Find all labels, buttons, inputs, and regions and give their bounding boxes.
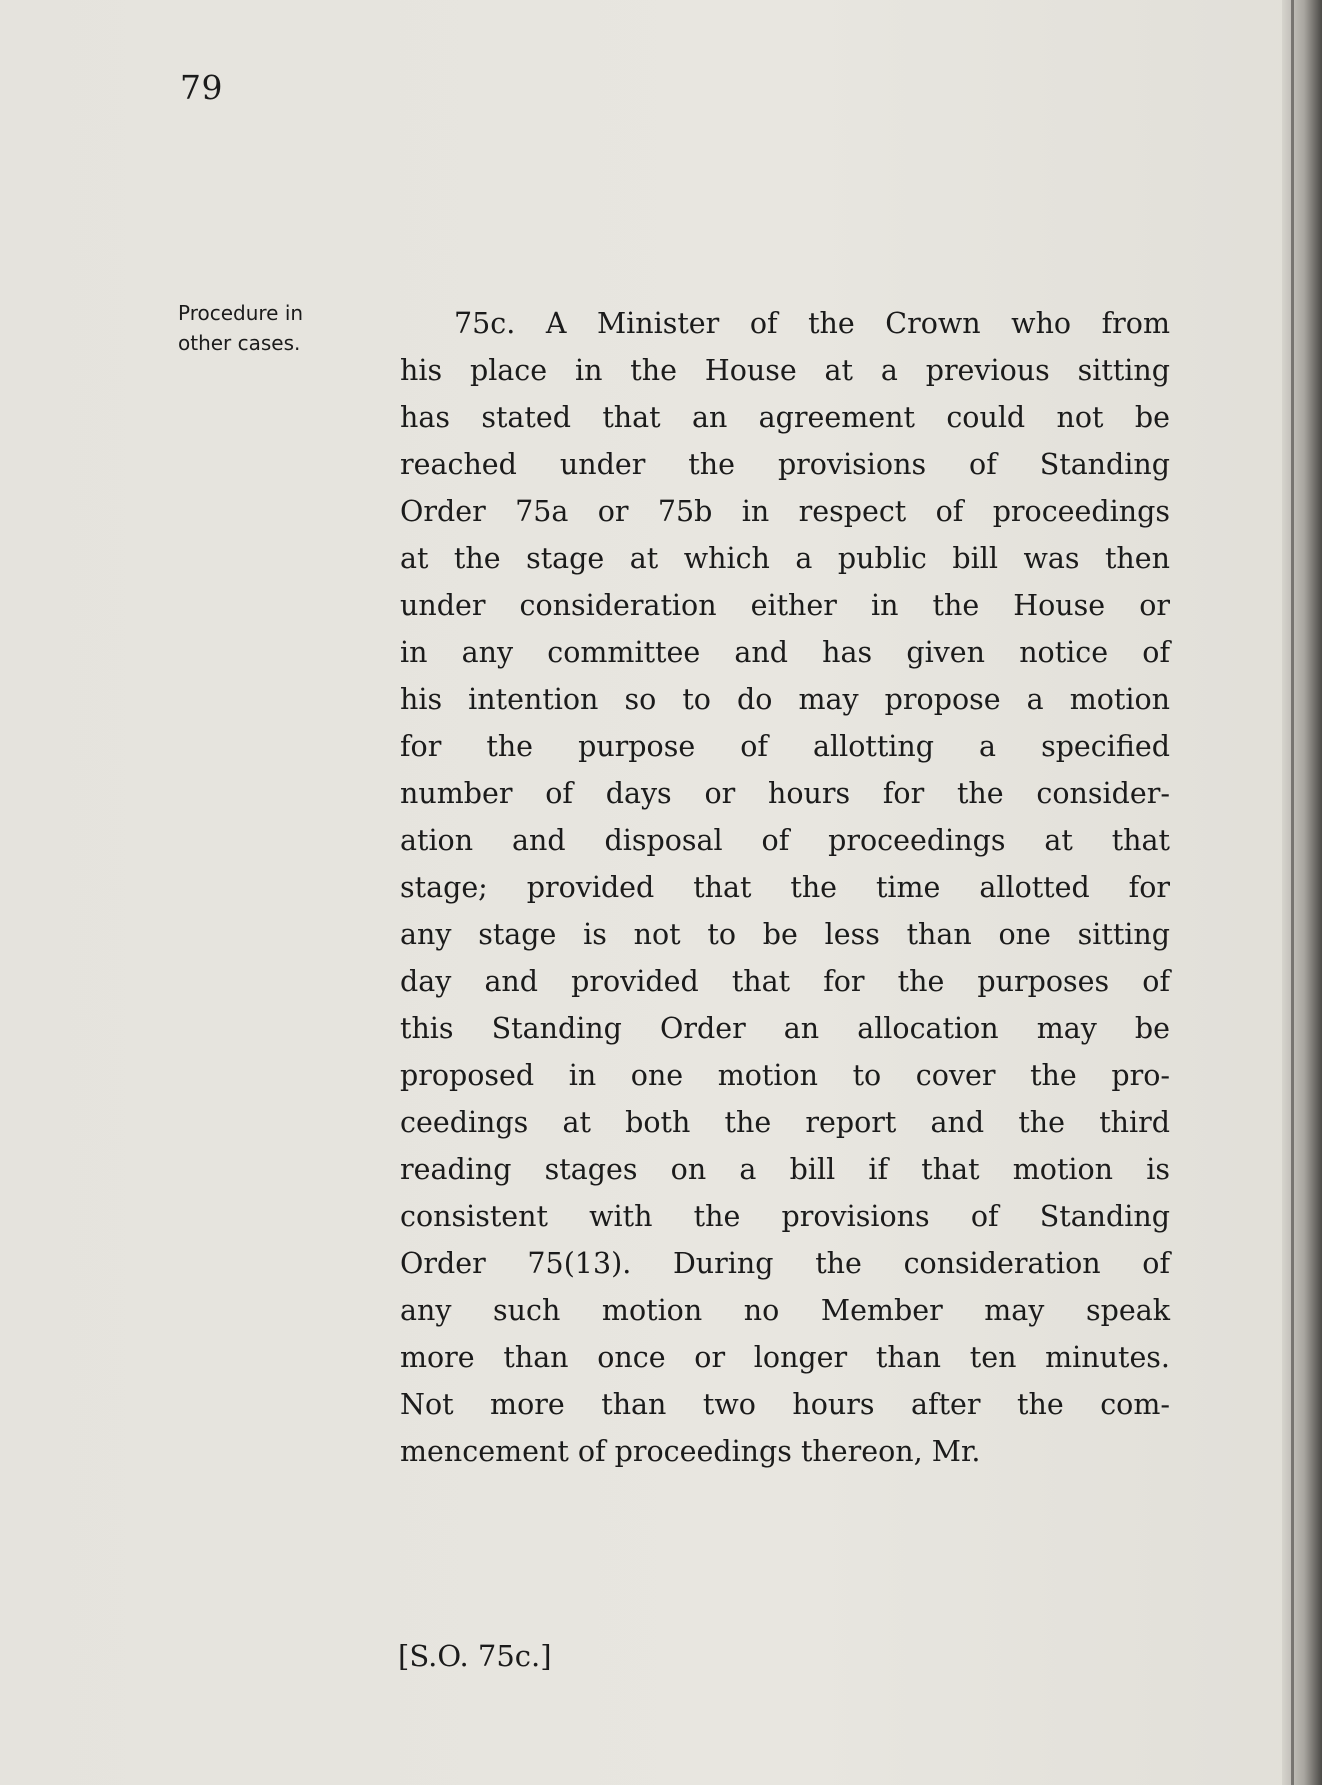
body-line: this Standing Order an allocation may be: [400, 1012, 1170, 1045]
margin-note-line: other cases.: [178, 331, 301, 355]
body-line: more than once or longer than ten minutes.: [400, 1341, 1170, 1374]
body-line: his place in the House at a previous sitting: [400, 354, 1170, 387]
binding-gutter: [1282, 0, 1322, 1785]
body-line: ation and disposal of proceedings at that: [400, 824, 1170, 857]
body-line: his intention so to do may propose a motion: [400, 683, 1170, 716]
body-line: number of days or hours for the consider-: [400, 777, 1170, 810]
margin-note-line: Procedure in: [178, 301, 304, 325]
body-line: for the purpose of allotting a specified: [400, 730, 1170, 763]
body-line: 75c. A Minister of the Crown who from: [454, 307, 1170, 340]
body-line: consistent with the provisions of Standing: [400, 1200, 1170, 1233]
body-line: Not more than two hours after the com-: [400, 1388, 1170, 1421]
margin-note: [178, 298, 348, 358]
body-line: any such motion no Member may speak: [400, 1294, 1170, 1327]
body-line: reading stages on a bill if that motion is: [400, 1153, 1170, 1186]
body-line: has stated that an agreement could not be: [400, 401, 1170, 434]
body-line: at the stage at which a public bill was then: [400, 542, 1170, 575]
body-line: in any committee and has given notice of: [400, 636, 1170, 669]
binding-edge: [1291, 0, 1294, 1785]
body-line: stage; provided that the time allotted for: [400, 871, 1170, 904]
body-line: any stage is not to be less than one sitting: [400, 918, 1170, 951]
page-number: 79: [180, 68, 223, 107]
body-line: Order 75a or 75b in respect of proceedings: [400, 495, 1170, 528]
body-line: day and provided that for the purposes of: [400, 965, 1170, 998]
body-line: ceedings at both the report and the third: [400, 1106, 1170, 1139]
body-line: Order 75(13). During the consideration of: [400, 1247, 1170, 1280]
body-line: mencement of proceedings thereon, Mr.: [400, 1435, 981, 1468]
body-line: proposed in one motion to cover the pro-: [400, 1059, 1170, 1092]
body-line: under consideration either in the House or: [400, 589, 1170, 622]
body-line: reached under the provisions of Standing: [400, 448, 1170, 481]
standing-order-text: [400, 300, 1170, 1475]
standing-order-reference: [S.O. 75c.]: [398, 1639, 552, 1673]
